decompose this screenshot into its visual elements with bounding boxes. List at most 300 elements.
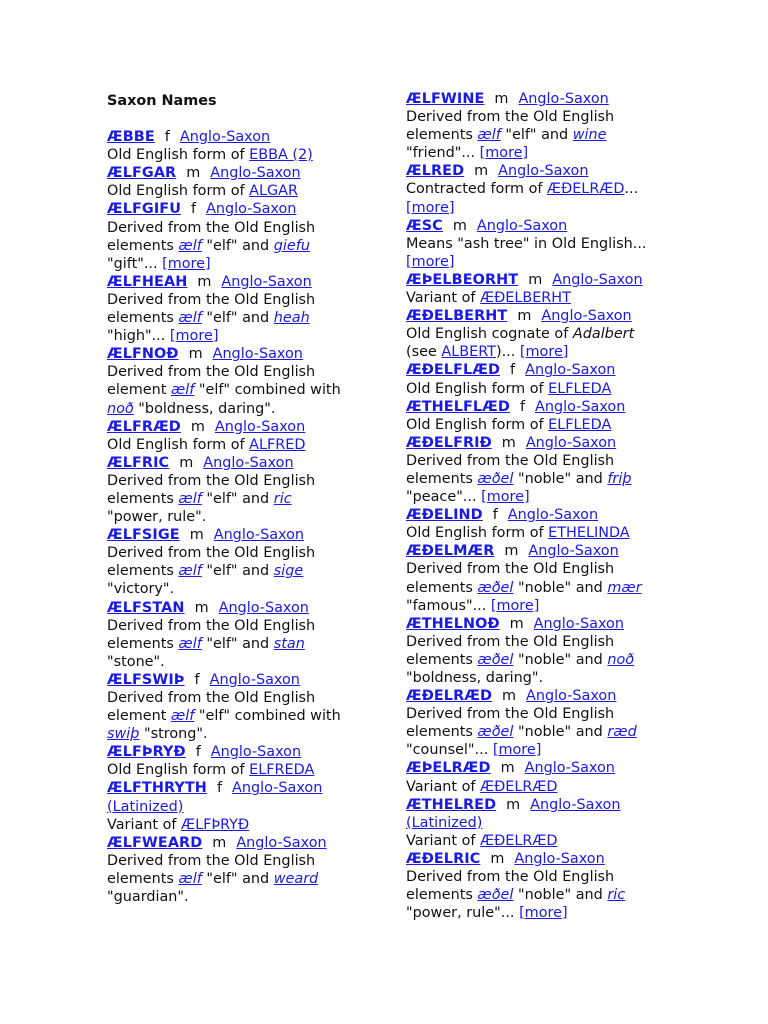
name-link[interactable]: ÆLFWEARD bbox=[107, 834, 203, 851]
gender-label: m bbox=[188, 346, 203, 363]
entry-description-line bbox=[406, 868, 678, 886]
description-text: "boldness, daring". bbox=[406, 670, 544, 686]
usage-link[interactable]: Anglo-Saxon bbox=[535, 398, 626, 415]
name-entry bbox=[107, 454, 377, 526]
entry-description-line bbox=[406, 886, 678, 904]
description-text: Derived from the Old English bbox=[107, 617, 316, 634]
entry-description-line bbox=[107, 255, 377, 273]
entry-header bbox=[406, 759, 678, 777]
element-link[interactable]: friþ bbox=[607, 470, 632, 487]
entry-description-line bbox=[107, 562, 377, 580]
cross-reference-link[interactable]: ALBERT bbox=[441, 344, 496, 361]
entry-description-line bbox=[107, 635, 377, 653]
cross-reference-link[interactable]: (Latinized) bbox=[406, 814, 483, 831]
name-link[interactable]: ÆÐELRÆD bbox=[406, 688, 493, 705]
entry-description-line bbox=[107, 852, 377, 870]
description-text: "strong". bbox=[139, 726, 208, 743]
element-link[interactable]: noð bbox=[107, 400, 134, 417]
entry-header bbox=[406, 687, 678, 705]
gender-label: m bbox=[494, 91, 509, 107]
entry-description-line bbox=[107, 146, 377, 164]
usage-link[interactable]: Anglo-Saxon bbox=[209, 671, 300, 688]
gender-label: m bbox=[190, 418, 205, 435]
entry-description-line bbox=[406, 144, 678, 162]
description-text: "elf" and bbox=[500, 127, 573, 144]
description-text: "peace"... bbox=[406, 489, 482, 506]
more-link[interactable]: [more] bbox=[169, 328, 219, 345]
element-link[interactable]: ælf bbox=[477, 127, 501, 144]
entry-description-line bbox=[406, 199, 678, 217]
gender-label: m bbox=[452, 217, 467, 234]
entry-description-line bbox=[406, 108, 678, 126]
description-text: Derived from the Old English bbox=[107, 219, 316, 236]
description-text: Derived from the Old English bbox=[107, 364, 316, 381]
more-link[interactable]: [more] bbox=[162, 255, 211, 272]
gender-label: m bbox=[474, 163, 489, 180]
name-link[interactable]: ÆLFHEAH bbox=[107, 273, 188, 290]
gender-label: m bbox=[504, 543, 519, 560]
usage-link[interactable]: Anglo-Saxon bbox=[507, 507, 599, 524]
element-link[interactable]: mær bbox=[607, 579, 642, 596]
cross-reference-link[interactable]: ALGAR bbox=[249, 183, 299, 200]
description-text: Derived from the Old English bbox=[107, 690, 316, 706]
cross-reference-link[interactable]: ÆÐELBERHT bbox=[480, 290, 571, 307]
name-entry bbox=[406, 217, 678, 271]
description-text: "elf" combined with bbox=[194, 382, 341, 399]
name-link[interactable]: ÆLFRIC bbox=[107, 454, 170, 471]
description-text: )... bbox=[495, 344, 520, 361]
description-text: Contracted form of bbox=[406, 181, 548, 198]
usage-link[interactable]: Anglo-Saxon bbox=[210, 165, 301, 182]
entry-header bbox=[406, 434, 678, 452]
gender-label: m bbox=[179, 454, 194, 471]
element-link[interactable]: giefu bbox=[273, 237, 310, 254]
name-entry bbox=[107, 164, 377, 200]
description-text: "elf" and bbox=[201, 490, 274, 507]
usage-link[interactable]: Anglo-Saxon bbox=[498, 163, 589, 180]
description-text: "power, rule". bbox=[107, 509, 207, 526]
name-entry bbox=[107, 273, 377, 345]
usage-link[interactable]: Anglo-Saxon bbox=[214, 418, 306, 435]
description-text: "gift"... bbox=[107, 255, 163, 272]
description-text: Derived from the Old English bbox=[107, 545, 316, 562]
description-text: "noble" and bbox=[513, 651, 608, 668]
name-entry bbox=[107, 128, 377, 164]
name-entry bbox=[406, 398, 678, 434]
element-link[interactable]: ric bbox=[273, 490, 292, 507]
name-entry bbox=[406, 687, 678, 759]
gender-label: m bbox=[528, 271, 543, 288]
description-text: elements bbox=[406, 127, 478, 144]
gender-label: f bbox=[510, 362, 516, 379]
element-link[interactable]: noð bbox=[607, 651, 635, 668]
entry-description-line bbox=[107, 436, 377, 454]
entry-description-line bbox=[406, 651, 678, 669]
entry-description-line bbox=[107, 291, 377, 309]
entry-description-line bbox=[107, 182, 377, 200]
more-link[interactable]: [more] bbox=[492, 742, 542, 759]
element-link[interactable]: æðel bbox=[477, 470, 514, 487]
usage-link[interactable]: Anglo-Saxon bbox=[525, 434, 617, 451]
usage-link[interactable]: Anglo-Saxon bbox=[541, 308, 632, 325]
description-text: Variant of bbox=[107, 816, 182, 833]
description-text: elements bbox=[107, 490, 179, 507]
element-link[interactable]: ælf bbox=[178, 635, 202, 652]
name-link[interactable]: ÆÞELRÆD bbox=[406, 760, 491, 777]
description-text: elements bbox=[406, 651, 478, 668]
name-entry bbox=[107, 743, 377, 779]
entry-header bbox=[406, 542, 678, 560]
entry-description-line bbox=[107, 617, 377, 635]
more-link[interactable]: [more] bbox=[519, 344, 569, 361]
entry-header bbox=[107, 128, 377, 146]
entry-description-line bbox=[107, 870, 377, 888]
name-entry bbox=[107, 671, 377, 743]
name-entry bbox=[406, 307, 678, 361]
entry-header bbox=[107, 454, 377, 472]
gender-label: m bbox=[490, 850, 505, 867]
name-entry bbox=[406, 615, 678, 687]
usage-link[interactable]: Anglo-Saxon bbox=[476, 217, 568, 234]
name-link[interactable]: ÆÐELFRIÐ bbox=[406, 434, 492, 451]
more-link[interactable]: [more] bbox=[406, 253, 455, 270]
right-column bbox=[406, 90, 678, 922]
name-link[interactable]: ÆÐELRIC bbox=[406, 850, 481, 867]
entry-description-line bbox=[107, 472, 377, 490]
entry-description-line bbox=[406, 814, 678, 832]
description-text: Variant of bbox=[406, 290, 481, 307]
element-link[interactable]: æðel bbox=[477, 651, 514, 668]
description-text: Derived from the Old English bbox=[406, 633, 615, 650]
entry-description-line bbox=[107, 761, 377, 779]
gender-label: m bbox=[517, 308, 532, 325]
usage-link[interactable]: Anglo-Saxon bbox=[179, 129, 271, 146]
name-link[interactable]: ÆLFSWIÞ bbox=[107, 671, 185, 688]
name-link[interactable]: ÆBBE bbox=[107, 129, 155, 146]
name-link[interactable]: ÆLFSTAN bbox=[107, 599, 185, 616]
description-text: Old English form of bbox=[406, 380, 549, 397]
entry-header bbox=[406, 217, 678, 235]
entry-header bbox=[107, 164, 377, 182]
name-link[interactable]: ÆÞELBEORHT bbox=[406, 271, 519, 288]
usage-link[interactable]: Anglo-Saxon bbox=[533, 615, 624, 632]
description-text: element bbox=[107, 382, 171, 399]
entry-description-line bbox=[406, 235, 678, 253]
name-entry bbox=[107, 599, 377, 671]
entry-description-line bbox=[406, 126, 678, 144]
element-link[interactable]: ælf bbox=[178, 310, 202, 327]
entry-header bbox=[107, 200, 377, 218]
description-text: elements bbox=[107, 635, 179, 652]
name-entry bbox=[107, 200, 377, 272]
usage-link[interactable]: Anglo-Saxon bbox=[526, 688, 617, 705]
description-text: "stone". bbox=[107, 653, 165, 670]
name-link[interactable]: ÆSC bbox=[406, 217, 443, 234]
description-text: "elf" and bbox=[201, 870, 274, 887]
italic-text: Adalbert bbox=[572, 326, 635, 343]
name-entry bbox=[406, 361, 678, 397]
name-link[interactable]: ÆÐELBERHT bbox=[406, 308, 508, 325]
more-link[interactable]: [more] bbox=[490, 597, 540, 614]
cross-reference-link[interactable]: (Latinized) bbox=[107, 798, 184, 815]
description-text: Derived from the Old English bbox=[406, 452, 615, 469]
cross-reference-link[interactable]: ÆLFÞRYÐ bbox=[181, 816, 250, 833]
cross-reference-link[interactable]: ETHELINDA bbox=[548, 525, 630, 542]
description-text: "elf" and bbox=[201, 635, 274, 652]
entry-description-line bbox=[107, 544, 377, 562]
usage-link[interactable]: Anglo-Saxon bbox=[524, 760, 615, 777]
name-link[interactable]: ÆLRED bbox=[406, 163, 465, 180]
entry-header bbox=[107, 599, 377, 617]
more-link[interactable]: [more] bbox=[406, 199, 455, 216]
name-entry bbox=[107, 779, 377, 833]
element-link[interactable]: wine bbox=[572, 127, 607, 144]
entry-description-line bbox=[107, 490, 377, 508]
name-link[interactable]: ÆLFWINE bbox=[406, 91, 485, 107]
entry-description-line bbox=[107, 707, 377, 725]
gender-label: m bbox=[502, 688, 517, 705]
name-entry bbox=[107, 526, 377, 598]
description-text: ... bbox=[624, 181, 639, 198]
more-link[interactable]: [more] bbox=[479, 145, 529, 162]
description-text: Derived from the Old English bbox=[107, 852, 316, 869]
name-entry bbox=[406, 271, 678, 307]
element-link[interactable]: stan bbox=[273, 635, 305, 652]
entry-description-line bbox=[107, 219, 377, 237]
element-link[interactable]: ælf bbox=[178, 490, 202, 507]
cross-reference-link[interactable]: EBBA (2) bbox=[249, 147, 313, 164]
description-text: Old English form of bbox=[406, 525, 549, 542]
page-title: Saxon Names bbox=[107, 93, 217, 109]
element-link[interactable]: swiþ bbox=[107, 726, 140, 743]
usage-link[interactable]: Anglo-Saxon bbox=[530, 796, 621, 813]
name-link[interactable]: ÆÐELMÆR bbox=[406, 543, 495, 560]
description-text: "famous"... bbox=[406, 597, 491, 614]
description-text: "noble" and bbox=[513, 887, 608, 904]
entry-description-line bbox=[107, 237, 377, 255]
entry-header bbox=[107, 834, 377, 852]
usage-link[interactable]: Anglo-Saxon bbox=[203, 454, 294, 471]
name-entry bbox=[406, 850, 678, 922]
description-text: Derived from the Old English bbox=[406, 706, 615, 723]
name-entry bbox=[406, 796, 678, 850]
description-text: Derived from the Old English bbox=[107, 472, 316, 489]
usage-link[interactable]: Anglo-Saxon bbox=[210, 744, 302, 761]
description-text: "high"... bbox=[107, 328, 170, 345]
entry-description-line bbox=[107, 888, 377, 906]
entry-header bbox=[406, 361, 678, 379]
usage-link[interactable]: Anglo-Saxon bbox=[528, 543, 619, 560]
entry-description-line bbox=[406, 597, 678, 615]
usage-link[interactable]: Anglo-Saxon bbox=[514, 850, 605, 867]
name-link[interactable]: ÆLFSIGE bbox=[107, 527, 180, 544]
entry-header bbox=[406, 506, 678, 524]
description-text: Old English form of bbox=[107, 147, 250, 164]
description-text: "elf" combined with bbox=[194, 708, 341, 725]
name-link[interactable]: ÆLFGIFU bbox=[107, 201, 181, 218]
cross-reference-link[interactable]: ELFREDA bbox=[249, 762, 315, 779]
entry-header bbox=[107, 418, 377, 436]
name-entry bbox=[406, 90, 678, 162]
cross-reference-link[interactable]: ÆÐELRÆD bbox=[547, 181, 625, 198]
more-link[interactable]: [more] bbox=[519, 905, 568, 922]
cross-reference-link[interactable]: ÆÐELRÆD bbox=[480, 778, 558, 795]
entry-description-line bbox=[406, 289, 678, 307]
description-text: elements bbox=[406, 579, 478, 596]
entry-description-line bbox=[406, 904, 678, 922]
name-link[interactable]: ÆLFNOÐ bbox=[107, 346, 179, 363]
name-link[interactable]: ÆLFTHRYTH bbox=[107, 780, 207, 797]
entry-description-line bbox=[107, 689, 377, 707]
usage-link[interactable]: Anglo-Saxon bbox=[525, 362, 616, 379]
description-text: Old English form of bbox=[107, 436, 250, 453]
name-link[interactable]: ÆÐELFLÆD bbox=[406, 362, 501, 379]
name-link[interactable]: ÆLFÞRYÐ bbox=[107, 744, 186, 761]
gender-label: f bbox=[492, 507, 498, 524]
usage-link[interactable]: Anglo-Saxon bbox=[232, 780, 323, 797]
entry-header bbox=[406, 162, 678, 180]
name-entry bbox=[107, 418, 377, 454]
gender-label: f bbox=[519, 398, 526, 415]
entry-description-line bbox=[406, 669, 678, 687]
usage-link[interactable]: Anglo-Saxon bbox=[218, 599, 309, 616]
name-entry bbox=[406, 506, 678, 542]
usage-link[interactable]: Anglo-Saxon bbox=[213, 527, 305, 544]
entry-description-line bbox=[107, 381, 377, 399]
name-entry bbox=[406, 162, 678, 216]
description-text: "noble" and bbox=[513, 724, 608, 741]
entry-description-line bbox=[406, 579, 678, 597]
description-text: "counsel"... bbox=[406, 742, 493, 759]
name-link[interactable]: ÆLFRÆD bbox=[107, 418, 181, 435]
element-link[interactable]: weard bbox=[273, 870, 319, 887]
name-link[interactable]: ÆTHELRED bbox=[406, 796, 497, 813]
entry-description-line bbox=[107, 327, 377, 345]
entry-description-line bbox=[406, 723, 678, 741]
entry-description-line bbox=[406, 180, 678, 198]
name-entry bbox=[406, 759, 678, 795]
name-link[interactable]: ÆTHELNOÐ bbox=[406, 615, 500, 632]
left-entries-list bbox=[107, 128, 377, 906]
usage-link[interactable]: Anglo-Saxon bbox=[206, 201, 297, 218]
element-link[interactable]: ric bbox=[607, 887, 626, 904]
element-link[interactable]: ælf bbox=[178, 870, 202, 887]
element-link[interactable]: æðel bbox=[477, 887, 514, 904]
entry-description-line bbox=[107, 816, 377, 834]
gender-label: f bbox=[216, 780, 223, 797]
usage-link[interactable]: Anglo-Saxon bbox=[212, 346, 303, 363]
entry-header bbox=[107, 345, 377, 363]
gender-label: m bbox=[197, 273, 212, 290]
entry-description-line bbox=[406, 524, 678, 542]
entry-description-line bbox=[107, 309, 377, 327]
description-text: Derived from the Old English bbox=[406, 109, 615, 126]
description-text: elements bbox=[107, 310, 179, 327]
more-link[interactable]: [more] bbox=[481, 489, 530, 506]
element-link[interactable]: ælf bbox=[170, 382, 195, 399]
name-entry bbox=[406, 542, 678, 614]
name-link[interactable]: ÆÐELIND bbox=[406, 507, 483, 524]
gender-label: m bbox=[500, 760, 515, 777]
element-link[interactable]: æðel bbox=[477, 579, 514, 596]
entry-description-line bbox=[406, 560, 678, 578]
entry-header bbox=[406, 615, 678, 633]
description-text: elements bbox=[406, 470, 478, 487]
usage-link[interactable]: Anglo-Saxon bbox=[552, 271, 643, 288]
description-text: "noble" and bbox=[513, 470, 608, 487]
name-entry bbox=[107, 345, 377, 417]
description-text: element bbox=[107, 708, 171, 725]
entry-description-line bbox=[406, 633, 678, 651]
usage-link[interactable]: Anglo-Saxon bbox=[236, 834, 327, 851]
description-text: elements bbox=[107, 870, 179, 887]
description-text: Derived from the Old English bbox=[107, 291, 316, 308]
description-text: "elf" and bbox=[201, 563, 274, 580]
entry-header bbox=[406, 307, 678, 325]
entry-header bbox=[406, 398, 678, 416]
description-text: Means "ash tree" in Old English... bbox=[406, 235, 647, 252]
gender-label: m bbox=[506, 796, 521, 813]
element-link[interactable]: ælf bbox=[170, 708, 195, 725]
gender-label: m bbox=[501, 434, 516, 451]
element-link[interactable]: ælf bbox=[178, 563, 202, 580]
description-text: Old English form of bbox=[406, 416, 549, 433]
gender-label: f bbox=[191, 201, 197, 218]
element-link[interactable]: ælf bbox=[178, 237, 202, 254]
entry-header bbox=[107, 779, 377, 797]
entry-header bbox=[107, 273, 377, 291]
entry-description-line bbox=[107, 363, 377, 381]
right-entries-list bbox=[406, 90, 678, 922]
entry-description-line bbox=[406, 325, 678, 343]
entry-description-line bbox=[107, 798, 377, 816]
gender-label: m bbox=[509, 615, 524, 632]
entry-description-line bbox=[406, 452, 678, 470]
name-link[interactable]: ÆTHELFLÆD bbox=[406, 398, 510, 415]
description-text: "noble" and bbox=[513, 579, 608, 596]
entry-description-line bbox=[107, 508, 377, 526]
description-text: "elf" and bbox=[201, 237, 274, 254]
name-link[interactable]: ÆLFGAR bbox=[107, 165, 177, 182]
element-link[interactable]: heah bbox=[273, 310, 310, 327]
entry-description-line bbox=[107, 653, 377, 671]
entry-header bbox=[406, 271, 678, 289]
description-text: Old English form of bbox=[107, 762, 250, 779]
entry-description-line bbox=[406, 741, 678, 759]
cross-reference-link[interactable]: ALFRED bbox=[249, 436, 306, 453]
entry-header bbox=[406, 850, 678, 868]
element-link[interactable]: sige bbox=[273, 563, 304, 580]
entry-description-line bbox=[107, 580, 377, 598]
element-link[interactable]: æðel bbox=[477, 724, 514, 741]
cross-reference-link[interactable]: ELFLEDA bbox=[548, 416, 612, 433]
description-text: "friend"... bbox=[406, 145, 480, 162]
usage-link[interactable]: Anglo-Saxon bbox=[221, 273, 312, 290]
gender-label: f bbox=[164, 129, 170, 146]
description-text: (see bbox=[406, 344, 442, 361]
description-text: elements bbox=[107, 237, 179, 254]
gender-label: m bbox=[189, 527, 204, 544]
cross-reference-link[interactable]: ELFLEDA bbox=[548, 380, 612, 397]
usage-link[interactable]: Anglo-Saxon bbox=[518, 91, 609, 107]
description-text: "power, rule"... bbox=[406, 905, 520, 922]
description-text: "boldness, daring". bbox=[133, 400, 276, 417]
element-link[interactable]: ræd bbox=[607, 724, 637, 741]
entry-description-line bbox=[107, 725, 377, 743]
cross-reference-link[interactable]: ÆÐELRÆD bbox=[480, 832, 558, 849]
entry-description-line bbox=[406, 470, 678, 488]
description-text: "elf" and bbox=[201, 310, 274, 327]
